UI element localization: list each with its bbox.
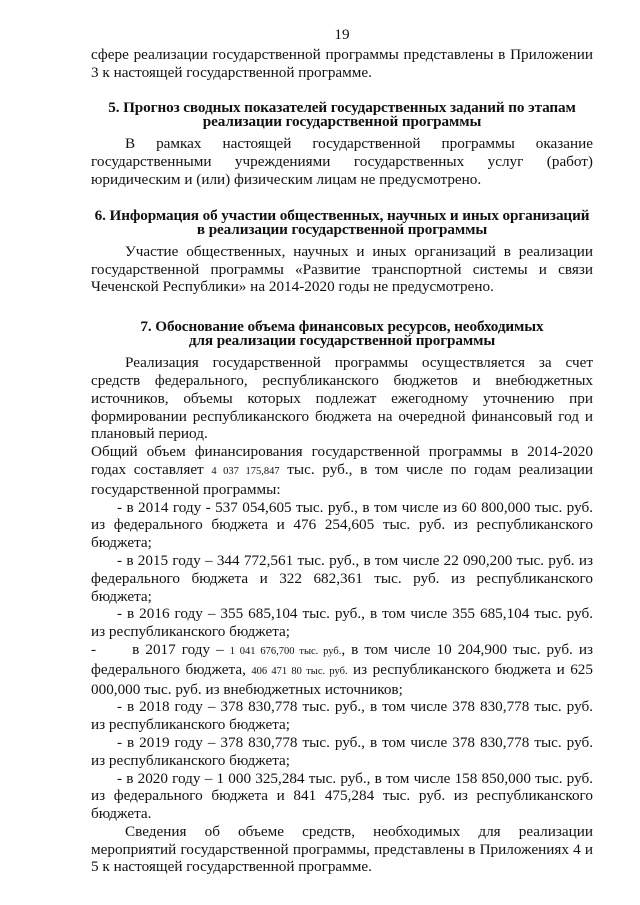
year-2014-item: - в 2014 году - 537 054,605 тыс. руб., в том числе из 60 800,000 тыс. руб. из федерального бюджета и 476 254,605 тыс. руб. из республиканского бюджета; (91, 498, 593, 552)
section-7-heading-line1: 7. Обоснование объема финансовых ресурсов, необходимых (140, 318, 544, 336)
total-amount: 4 037 175,847 (211, 465, 280, 477)
y2017-amount: 1 041 676,700 тыс. руб. (229, 645, 342, 657)
section-6-heading-line1: 6. Информация об участии общественных, научных и иных организаций (94, 206, 590, 224)
total-text-a: Общий объем финансирования государственной программы в 2014-2020 годах составляет (91, 443, 593, 478)
year-2015-item: - в 2015 году – 344 772,561 тыс. руб., в том числе 22 090,200 тыс. руб. из федерального бюджета и 322 682,361 тыс. руб. из республиканского бюджета; (91, 551, 593, 605)
section-7-heading (91, 320, 593, 348)
section-7-heading-line2: для реализации государственной программы (188, 332, 496, 350)
section-5-heading-line1: 5. Прогноз сводных показателей государственных заданий по этапам (108, 99, 576, 117)
section-5-heading-line2: реализации государственной программы (202, 113, 482, 131)
intro-paragraph: сфере реализации государственной программы представлены в Приложении 3 к настоящей государственной программе. (91, 45, 593, 81)
page-number: 19 (334, 26, 350, 43)
section-5-heading (91, 101, 593, 129)
year-2019-item: - в 2019 году – 378 830,778 тыс. руб., в том числе 378 830,778 тыс. руб. из республиканского бюджета; (91, 733, 593, 769)
section-7-paragraph-2 (91, 443, 593, 498)
total-text-b: тыс. руб., в том числе по годам реализации государственной программы: (91, 460, 593, 498)
document-page (91, 0, 593, 876)
section-7-paragraph-3: Сведения об объеме средств, необходимых для реализации мероприятий государственной программы, представлены в Приложениях 4 и 5 к настоящей государственной программе. (91, 822, 593, 876)
section-7-paragraph-1: Реализация государственной программы осуществляется за счет средств федерального, республиканского бюджетов и внебюджетных источников, объемы которых подлежат ежегодному уточнению при формировании республиканского бюджета на очередной финансовый год и плановый период. (91, 354, 593, 443)
y2017-text-c: из республиканского бюджета и 625 000,000 тыс. руб. из внебюджетных источников; (91, 660, 593, 698)
year-2020-item: - в 2020 году – 1 000 325,284 тыс. руб., в том числе 158 850,000 тыс. руб. из федерального бюджета и 841 475,284 тыс. руб. из республиканского бюджета. (91, 769, 593, 823)
year-2018-item: - в 2018 году – 378 830,778 тыс. руб., в том числе 378 830,778 тыс. руб. из республиканского бюджета; (91, 698, 593, 734)
section-6-heading-line2: в реализации государственной программы (196, 220, 488, 238)
year-2016-item: - в 2016 году – 355 685,104 тыс. руб., в том числе 355 685,104 тыс. руб. из республиканского бюджета; (91, 605, 593, 641)
year-2017-item (91, 641, 593, 698)
y2017-text-a: - в 2017 году – (91, 640, 230, 658)
section-5-paragraph: В рамках настоящей государственной программы оказание государственными учреждениями государственных услуг (работ) юридическим и (или) физическим лицам не предусмотрено. (91, 135, 593, 188)
y2017-amount-2: 406 471 80 тыс. руб. (251, 665, 348, 677)
section-6-paragraph: Участие общественных, научных и иных организаций в реализации государственной программы «Развитие транспортной системы и связи Чеченской Республики» на 2014-2020 годы не предусмотрено. (91, 242, 593, 296)
section-6-heading (91, 206, 593, 238)
y2017-text-b: , в том числе 10 204,900 тыс. руб. из федерального бюджета, (91, 640, 593, 678)
